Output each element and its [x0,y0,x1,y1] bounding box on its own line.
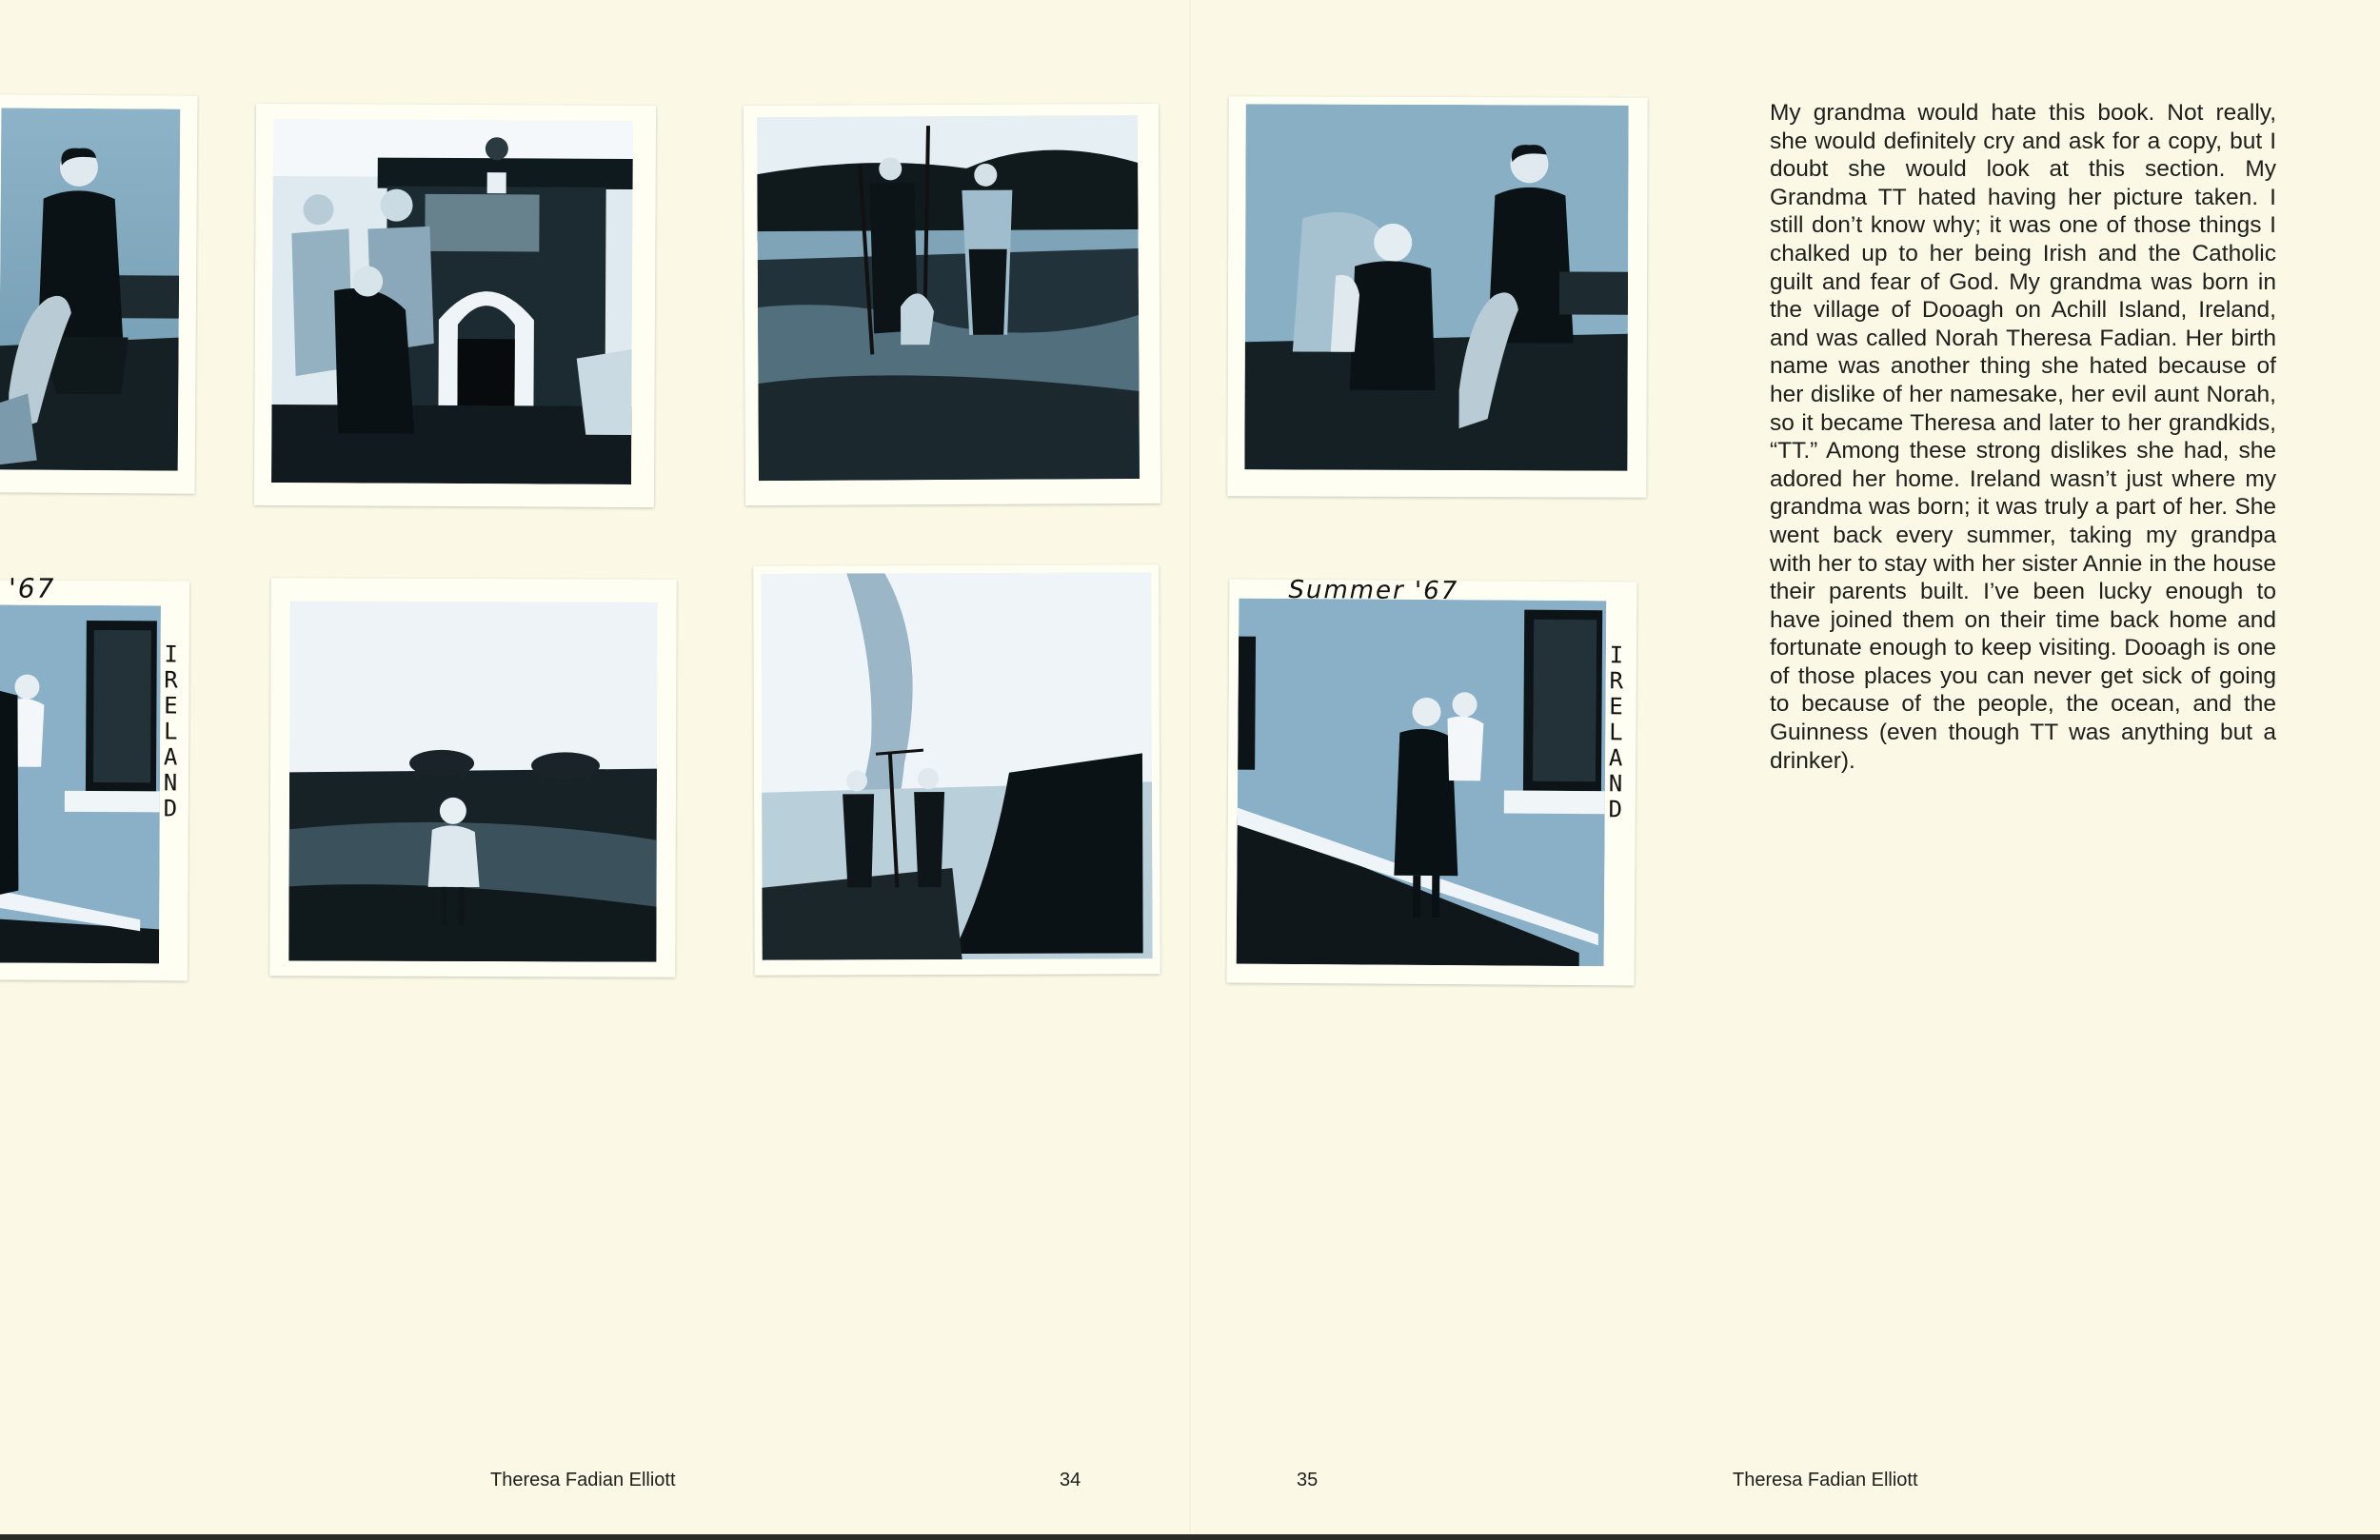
photo-girl-with-cows [269,578,676,977]
page-number-right: 35 [1297,1470,1319,1491]
page-number-left: 34 [1060,1470,1081,1491]
photo-woman-with-child-partial [0,572,189,980]
footer-author-left: Theresa Fadian Elliott [490,1470,676,1491]
body-paragraph: My grandma would hate this book. Not really, she would definitely cry and ask for a copy, but I doubt she would look at this section. My Grandma TT hated having her picture taken. I still don’t know why; it was one of those things I chalked up to her being Irish and the Catholic guilt and fear of God. My grandma was born in the village of Dooagh on Achill Island, Ireland, and was called Norah Theresa Fadian. Her birth name was another thing she hated because of her dislike of her namesake, her evil aunt Norah, so it became Theresa and later to her grandkids, “TT.” Among these strong dislikes she had, she adored her home. Ireland wasn’t just where my grandma was born; it was truly a part of her. She went back every summer, taking my grandpa with her to stay with her sister Annie in the house their parents built. I’ve been lucky enough to have joined them on their time back home and fortunate enough to keep visiting. Dooagh is one of those places you can never get sick of going to because of the people, the ocean, and the Guinness (even though TT was anything but a drinker). [1770,100,2276,774]
photo-men-with-child-and-dog [1227,96,1647,498]
photo-fireplace-interior [254,104,656,507]
photo-men-with-pitchforks [744,104,1160,505]
photo-side-caption: I R E L A N D [1608,642,1624,823]
spine-gutter [1189,0,1191,1534]
photo-side-caption: I R E L A N D [163,641,178,822]
page-bottom-edge [0,1534,2380,1540]
photo-man-with-dog-partial [0,94,197,493]
photo-date-caption: Summer '67 [1288,575,1459,606]
photo-men-by-sea [753,564,1160,975]
footer-author-right: Theresa Fadian Elliott [1733,1470,1918,1491]
photo-date-caption: '67 [8,572,56,604]
photo-woman-holding-child [1227,575,1637,986]
